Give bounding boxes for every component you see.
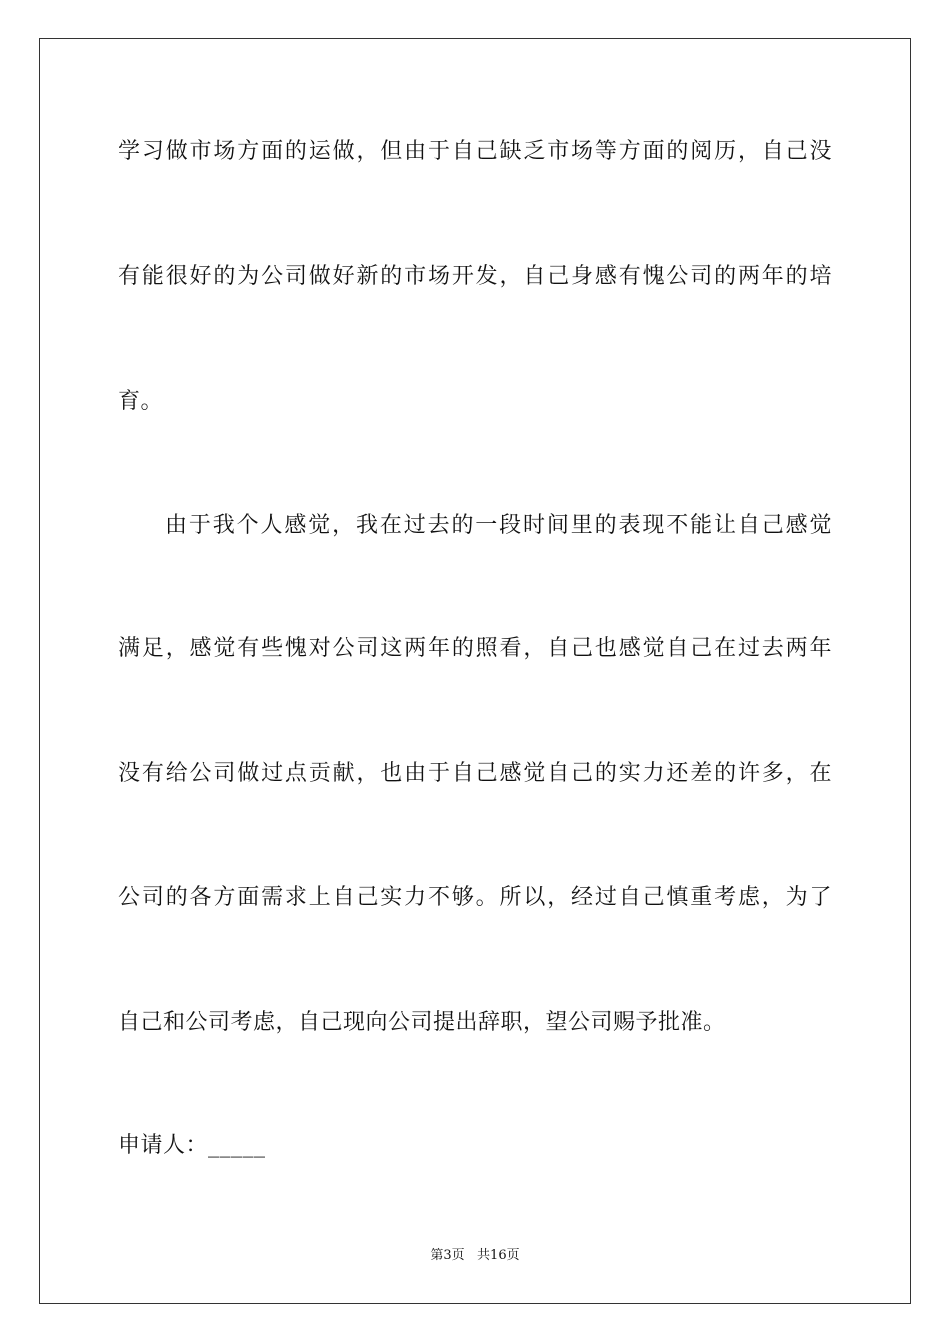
body-line-3: 育。: [118, 389, 164, 414]
body-line-6: 没有给公司做过点贡献，也由于自己感觉自己的实力还差的许多，在: [118, 761, 832, 786]
body-line-1: 学习做市场方面的运做，但由于自己缺乏市场等方面的阅历，自己没: [118, 139, 832, 164]
body-line-5: 满足，感觉有些愧对公司这两年的照看，自己也感觉自己在过去两年: [118, 636, 832, 661]
signature-label: 申请人：: [118, 1133, 209, 1158]
body-line-7: 公司的各方面需求上自己实力不够。所以，经过自己慎重考虑，为了: [118, 885, 832, 910]
signature-blank: _____: [208, 1133, 266, 1158]
body-line-8: 自己和公司考虑，自己现向公司提出辞职，望公司赐予批准。: [118, 1010, 726, 1035]
signature-line: [118, 1131, 266, 1161]
body-line-4: 由于我个人感觉，我在过去的一段时间里的表现不能让自己感觉: [165, 513, 832, 538]
body-line-2: 有能很好的为公司做好新的市场开发，自己身感有愧公司的两年的培: [118, 264, 832, 289]
page-number-footer: 第3页 共16页: [430, 1248, 520, 1263]
page-border: [39, 38, 911, 1304]
